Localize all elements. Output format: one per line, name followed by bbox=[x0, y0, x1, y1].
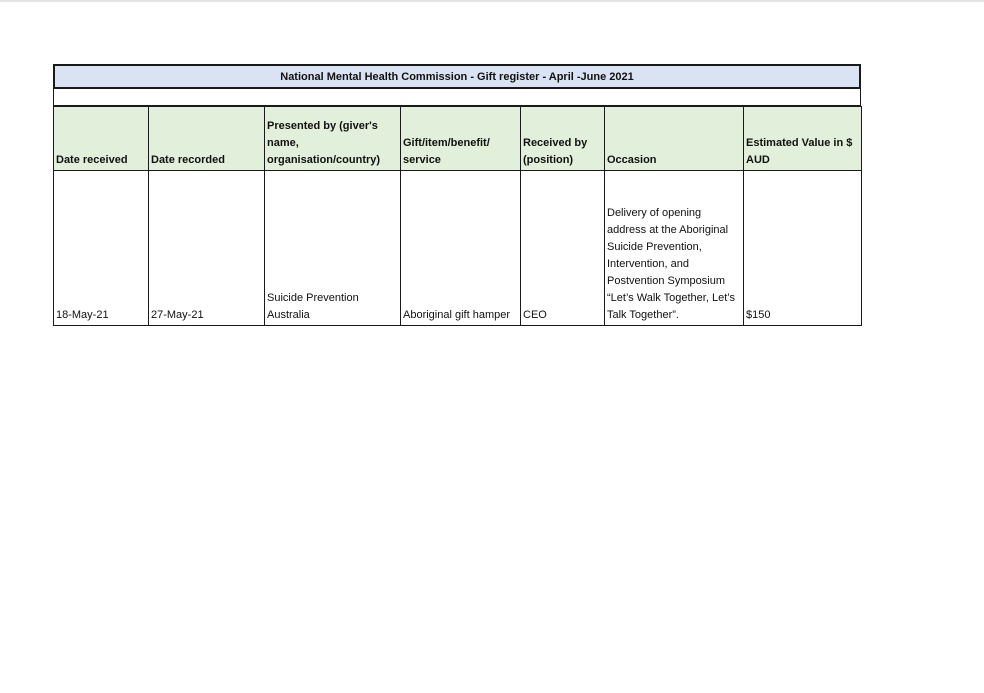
cell-gift: Aboriginal gift hamper bbox=[401, 171, 521, 326]
page-top-edge bbox=[0, 0, 984, 2]
header-date-recorded: Date recorded bbox=[149, 107, 265, 171]
header-gift: Gift/item/benefit/ service bbox=[401, 107, 521, 171]
header-date-received: Date received bbox=[54, 107, 149, 171]
gift-register-sheet bbox=[53, 64, 861, 326]
cell-received-by: CEO bbox=[521, 171, 605, 326]
register-title: National Mental Health Commission - Gift register - April -June 2021 bbox=[53, 64, 861, 89]
header-presented-by: Presented by (giver's name, organisation/country) bbox=[265, 107, 401, 171]
header-row bbox=[54, 107, 862, 171]
cell-occasion: Delivery of opening address at the Aboriginal Suicide Prevention, Intervention, and Postvention Symposium “Let’s Walk Together, Let’s Talk Together”. bbox=[605, 171, 744, 326]
blank-row bbox=[53, 89, 861, 106]
cell-date-received: 18-May-21 bbox=[54, 171, 149, 326]
cell-estimated-value: $150 bbox=[744, 171, 862, 326]
cell-date-recorded: 27-May-21 bbox=[149, 171, 265, 326]
table-row bbox=[54, 171, 862, 326]
header-occasion: Occasion bbox=[605, 107, 744, 171]
header-estimated-value: Estimated Value in $ AUD bbox=[744, 107, 862, 171]
gift-register-table bbox=[53, 106, 862, 326]
cell-presented-by: Suicide Prevention Australia bbox=[265, 171, 401, 326]
header-received-by: Received by (position) bbox=[521, 107, 605, 171]
